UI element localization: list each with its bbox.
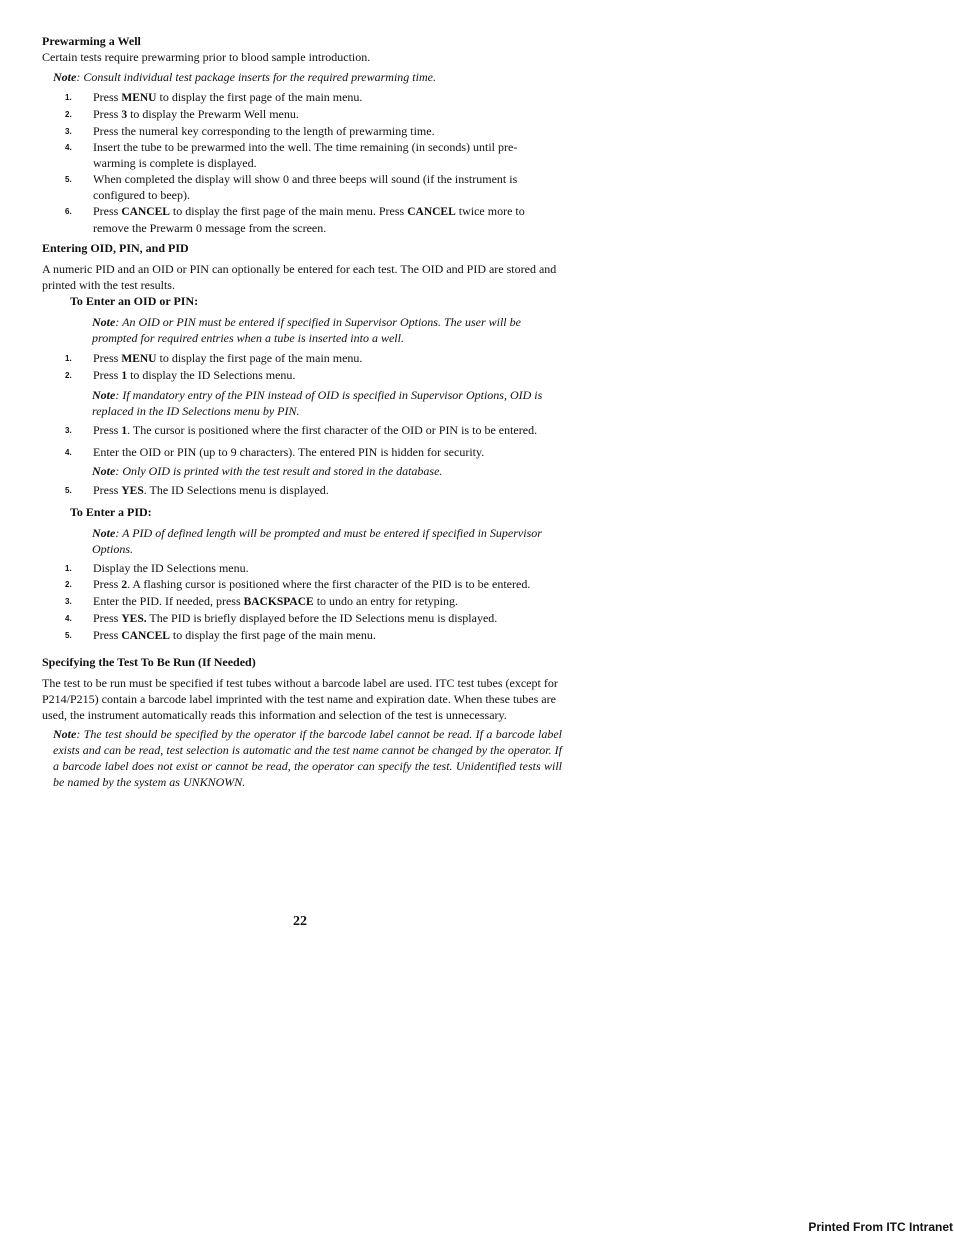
- note: Note: Only OID is printed with the test result and stored in the database.: [92, 464, 443, 478]
- note-text: : Consult individual test package inserts for the required prewarming time.: [76, 70, 436, 84]
- note: Note: A PID of defined length will be prompted and must be entered if specified in Supervisor Options.: [92, 526, 542, 556]
- oid-steps-cont: [42, 422, 562, 460]
- section-heading-oid-pin-pid: Entering OID, PIN, and PID: [42, 241, 189, 255]
- step-item: 5. When completed the display will show 0 and three beeps will sound (if the instrument is configured to beep).: [65, 172, 518, 202]
- step-item: 3. Press 1. The cursor is positioned where the first character of the OID or PIN is to be entered.: [65, 423, 538, 437]
- section-heading-specifying-test: Specifying the Test To Be Run (If Needed): [42, 655, 256, 669]
- step-item: 3. Enter the PID. If needed, press BACKSPACE to undo an entry for retyping.: [65, 594, 459, 608]
- note: [42, 69, 562, 85]
- step-item: 1. Press MENU to display the first page of the main menu.: [65, 351, 363, 365]
- subsection-heading-oid-pin: To Enter an OID or PIN:: [70, 294, 199, 308]
- section-intro: A numeric PID and an OID or PIN can optionally be entered for each test. The OID and PID are stored and printed with the test results.: [42, 262, 557, 292]
- prewarm-steps: [42, 89, 562, 236]
- footer-printed-from: Printed From ITC Intranet: [808, 1220, 953, 1234]
- note: Note: If mandatory entry of the PIN instead of OID is specified in Supervisor Options, OID is replaced in the ID Selections menu by PIN.: [92, 388, 543, 418]
- oid-steps-end: [42, 482, 562, 499]
- note: Note: The test should be specified by the operator if the barcode label cannot be read. If a barcode label exists and can be read, test selection is automatic and the test name cannot be changed by the operator. If a barcode label does not exist or cannot be read, the operator can specify the test. Unidentified tests will be named by the system as UNKNOWN.: [53, 727, 562, 789]
- section-intro: Certain tests require prewarming prior to blood sample introduction.: [42, 50, 371, 64]
- oid-steps: [42, 350, 562, 384]
- section-heading-prewarming: Prewarming a Well: [42, 34, 141, 48]
- pid-steps: [42, 560, 562, 644]
- step-item: 2. Press 3 to display the Prewarm Well menu.: [65, 107, 299, 121]
- step-item: 4. Enter the OID or PIN (up to 9 characters). The entered PIN is hidden for security.: [65, 445, 485, 459]
- step-item: 3. Press the numeral key corresponding to the length of prewarming time.: [65, 124, 435, 138]
- step-item: 6. Press CANCEL to display the first page of the main menu. Press CANCEL twice more to remove the Prewarm 0 message from the screen.: [65, 204, 525, 235]
- step-item: 4. Press YES. The PID is briefly displayed before the ID Selections menu is displayed.: [65, 611, 498, 625]
- page-number: 22: [293, 914, 307, 929]
- step-item: 5. Press CANCEL to display the first page of the main menu.: [65, 628, 376, 642]
- note-label: Note: [53, 70, 77, 84]
- step-item: 5. Press YES. The ID Selections menu is displayed.: [65, 483, 329, 497]
- step-item: 2. Press 1 to display the ID Selections menu.: [65, 368, 296, 382]
- step-item: 4. Insert the tube to be prewarmed into the well. The time remaining (in seconds) until pre-warming is complete is displayed.: [65, 140, 518, 170]
- section-intro: The test to be run must be specified if test tubes without a barcode label are used. ITC test tubes (except for P214/P215) contain a barcode label imprinted with the test name and expiration date. When these tubes are used, the instrument automatically reads this information and selection of the test is unnecessary.: [42, 676, 558, 722]
- step-item: 2. Press 2. A flashing cursor is positioned where the first character of the PID is to be entered.: [65, 577, 531, 591]
- step-item: 1. Display the ID Selections menu.: [65, 561, 249, 575]
- note: Note: An OID or PIN must be entered if specified in Supervisor Options. The user will be prompted for required entries when a tube is inserted into a well.: [92, 315, 521, 345]
- subsection-heading-pid: To Enter a PID:: [70, 505, 152, 519]
- document-body: [42, 33, 562, 790]
- step-item: 1. Press MENU to display the first page of the main menu.: [65, 90, 363, 104]
